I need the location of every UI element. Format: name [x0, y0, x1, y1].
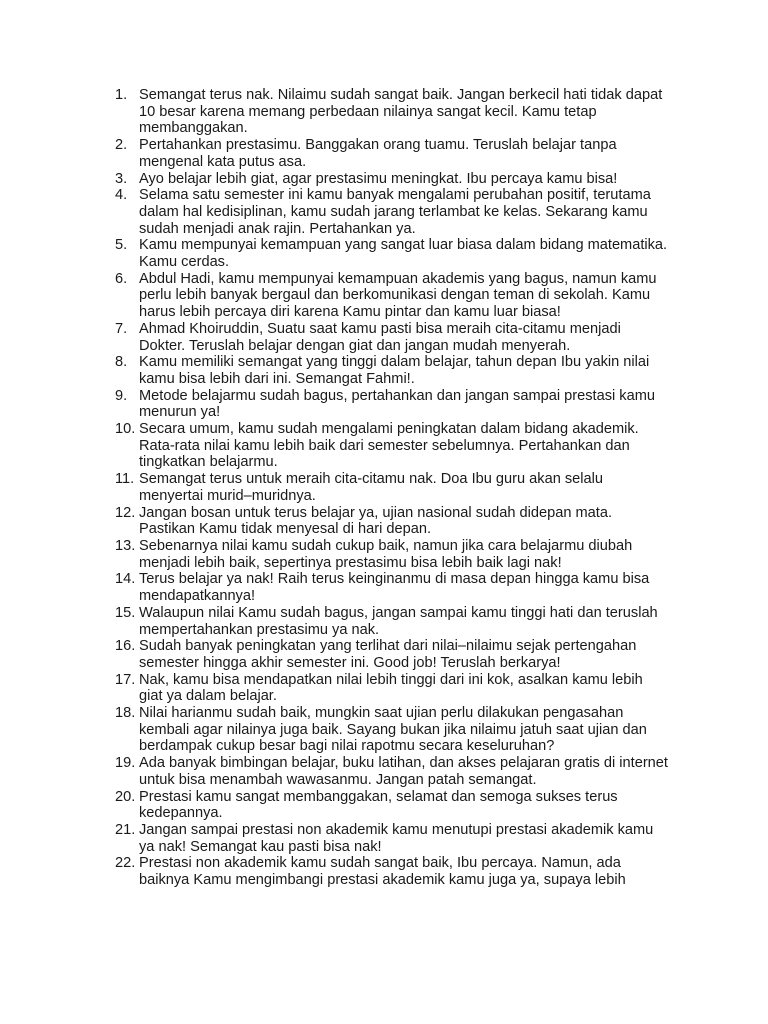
list-item — [0, 271, 768, 321]
item-number: 18. — [115, 705, 136, 722]
list-item — [0, 187, 768, 237]
item-text: Ayo belajar lebih giat, agar prestasimu meningkat. Ibu percaya kamu bisa! — [139, 170, 618, 187]
list-item — [0, 638, 768, 671]
item-number: 2. — [115, 137, 128, 154]
item-text: Metode belajarmu sudah bagus, pertahankan dan jangan sampai prestasi kamu menurun ya! — [139, 387, 655, 421]
list-item — [0, 137, 768, 170]
item-text: Kamu memiliki semangat yang tinggi dalam belajar, tahun depan Ibu yakin nilai kamu bisa lebih dari ini. Semangat Fahmi!. — [139, 354, 650, 387]
item-number: 13. — [115, 537, 136, 554]
item-text: Prestasi non akademik kamu sudah sangat baik, Ibu percaya. Namun, ada baiknya Kamu mengimbangi prestasi akademik kamu juga ya, supaya lebih — [139, 855, 626, 889]
list-item — [0, 471, 768, 504]
item-number: 11. — [115, 471, 135, 488]
item-text: Secara umum, kamu sudah mengalami peningkatan dalam bidang akademik. Rata-rata nilai kamu lebih baik dari semester sebelumnya. Pertahankan dan tingkatkan belajarmu. — [139, 421, 639, 471]
item-number: 7. — [115, 320, 128, 337]
list-item — [0, 354, 768, 387]
item-number: 5. — [115, 237, 128, 254]
list-item — [0, 672, 768, 705]
item-number: 1. — [115, 87, 128, 103]
list-item — [0, 755, 768, 788]
list-item — [0, 822, 768, 855]
list-item — [0, 538, 768, 571]
list-item — [0, 605, 768, 638]
list-item — [0, 321, 768, 354]
list-item — [0, 855, 768, 888]
item-text: Kamu mempunyai kemampuan yang sangat luar biasa dalam bidang matematika. Kamu cerdas. — [139, 237, 668, 271]
list-item — [0, 87, 768, 137]
item-text: Jangan sampai prestasi non akademik kamu menutupi prestasi akademik kamu ya nak! Semangat kau pasti bisa nak! — [139, 821, 654, 855]
item-number: 4. — [115, 187, 128, 204]
item-number: 14. — [115, 571, 136, 588]
list-item — [0, 705, 768, 755]
item-number: 12. — [115, 504, 136, 521]
item-text: Terus belajar ya nak! Raih terus keinginanmu di masa depan hingga kamu bisa mendapatkannya! — [139, 571, 650, 605]
item-number: 8. — [115, 354, 128, 371]
item-text: Nilai harianmu sudah baik, mungkin saat ujian perlu dilakukan pengasahan kembali agar nilainya juga baik. Sayang bukan jika nilaimu jatuh saat ujian dan berdampak cukup besar bagi nilai rapotmu secara keseluruhan? — [139, 705, 647, 755]
item-text: Selama satu semester ini kamu banyak mengalami perubahan positif, terutama dalam hal kedisiplinan, kamu sudah jarang terlambat ke kelas. Sekarang kamu sudah menjadi anak rajin. Pertahankan ya. — [139, 187, 651, 237]
list-item — [0, 571, 768, 604]
item-number: 9. — [115, 387, 128, 404]
item-number: 22. — [115, 855, 136, 872]
item-text: Semangat terus untuk meraih cita-citamu nak. Doa Ibu guru akan selalu menyertai murid–muridnya. — [139, 471, 604, 504]
list-item — [0, 171, 768, 188]
list-item — [0, 388, 768, 421]
list-item — [0, 789, 768, 822]
list-item — [0, 421, 768, 471]
item-number: 10. — [115, 421, 136, 438]
item-text: Abdul Hadi, kamu mempunyai kemampuan akademis yang bagus, namun kamu perlu lebih banyak bergaul dan berkomunikasi dengan teman di sekolah. Kamu harus lebih percaya diri karena Kamu pintar dan kamu luar biasa! — [139, 270, 657, 321]
item-number: 15. — [115, 604, 136, 621]
item-text: Sebenarnya nilai kamu sudah cukup baik, namun jika cara belajarmu diubah menjadi lebih baik, sepertinya prestasimu bisa lebih baik lagi nak! — [139, 537, 633, 571]
list-item — [0, 505, 768, 538]
item-number: 16. — [115, 638, 136, 655]
item-text: Nak, kamu bisa mendapatkan nilai lebih tinggi dari ini kok, asalkan kamu lebih giat ya dalam belajar. — [139, 671, 643, 705]
item-number: 21. — [115, 821, 136, 838]
item-text: Prestasi kamu sangat membanggakan, selamat dan semoga sukses terus kedepannya. — [139, 788, 618, 822]
item-text: Ada banyak bimbingan belajar, buku latihan, dan akses pelajaran gratis di internet untuk bisa menambah wawasanmu. Jangan patah semangat. — [139, 755, 668, 788]
item-number: 17. — [115, 671, 136, 688]
item-text: Pertahankan prestasimu. Banggakan orang tuamu. Teruslah belajar tanpa mengenal kata putus asa. — [139, 137, 617, 170]
item-text: Jangan bosan untuk terus belajar ya, ujian nasional sudah didepan mata. Pastikan Kamu tidak menyesal di hari depan. — [139, 504, 613, 538]
item-text: Sudah banyak peningkatan yang terlihat dari nilai–nilaimu sejak pertengahan semester hingga akhir semester ini. Good job! Teruslah berkarya! — [139, 638, 637, 671]
item-number: 3. — [115, 170, 128, 187]
item-number: 19. — [115, 755, 136, 772]
numbered-list — [0, 87, 768, 889]
item-number: 20. — [115, 788, 136, 805]
item-number: 6. — [115, 270, 128, 287]
list-item — [0, 237, 768, 270]
item-text: Walaupun nilai Kamu sudah bagus, jangan sampai kamu tinggi hati dan teruslah mempertahankan prestasimu ya nak. — [139, 604, 658, 638]
item-text: Semangat terus nak. Nilaimu sudah sangat baik. Jangan berkecil hati tidak dapat 10 besar karena memang perbedaan nilainya sangat kecil. Kamu tetap membanggakan. — [139, 87, 663, 137]
item-text: Ahmad Khoiruddin, Suatu saat kamu pasti bisa meraih cita-citamu menjadi Dokter. Teruslah belajar dengan giat dan jangan mudah menyerah. — [139, 320, 621, 354]
